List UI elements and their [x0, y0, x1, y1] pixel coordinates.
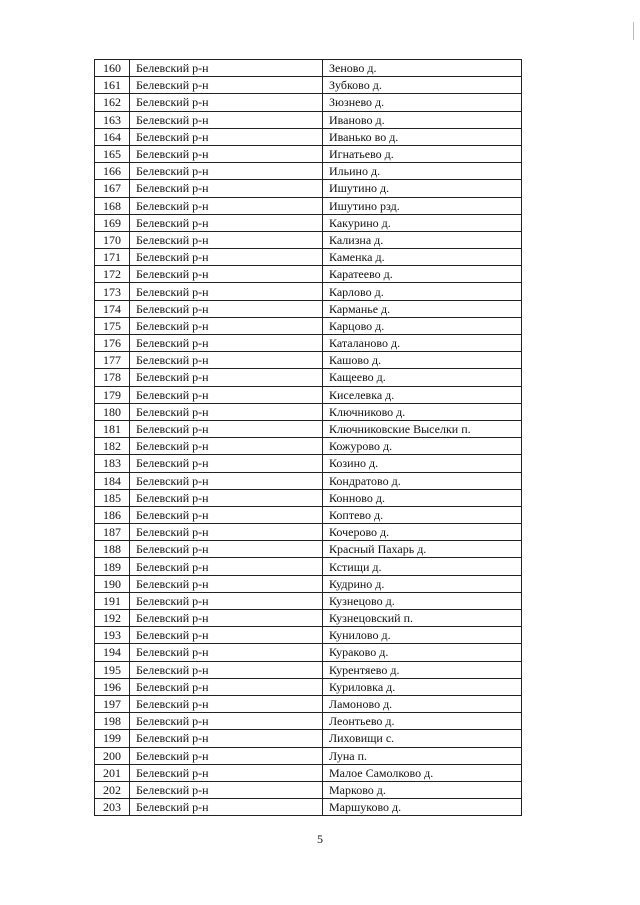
district-cell: Белевский р-н — [130, 197, 323, 214]
settlement-cell: Конново д. — [323, 489, 522, 506]
row-number-cell: 164 — [95, 128, 130, 145]
table-row — [95, 335, 522, 352]
row-number-cell: 160 — [95, 60, 130, 77]
row-number-cell: 198 — [95, 713, 130, 730]
settlement-cell: Кстищи д. — [323, 558, 522, 575]
table-row — [95, 214, 522, 231]
row-number-cell: 197 — [95, 695, 130, 712]
district-cell: Белевский р-н — [130, 575, 323, 592]
settlement-cell: Кожурово д. — [323, 438, 522, 455]
table-row — [95, 541, 522, 558]
row-number-cell: 169 — [95, 214, 130, 231]
district-cell: Белевский р-н — [130, 541, 323, 558]
table-row — [95, 610, 522, 627]
settlements-table-body — [95, 60, 522, 816]
district-cell: Белевский р-н — [130, 60, 323, 77]
row-number-cell: 190 — [95, 575, 130, 592]
district-cell: Белевский р-н — [130, 231, 323, 248]
table-row — [95, 145, 522, 162]
settlement-cell: Марково д. — [323, 781, 522, 798]
row-number-cell: 167 — [95, 180, 130, 197]
row-number-cell: 166 — [95, 163, 130, 180]
district-cell: Белевский р-н — [130, 592, 323, 609]
row-number-cell: 162 — [95, 94, 130, 111]
table-row — [95, 77, 522, 94]
table-row — [95, 747, 522, 764]
page-number: 5 — [317, 832, 323, 846]
district-cell: Белевский р-н — [130, 283, 323, 300]
district-cell: Белевский р-н — [130, 94, 323, 111]
district-cell: Белевский р-н — [130, 386, 323, 403]
table-row — [95, 799, 522, 816]
district-cell: Белевский р-н — [130, 163, 323, 180]
district-cell: Белевский р-н — [130, 266, 323, 283]
settlement-cell: Карманье д. — [323, 300, 522, 317]
table-row — [95, 627, 522, 644]
settlement-cell: Карлово д. — [323, 283, 522, 300]
district-cell: Белевский р-н — [130, 403, 323, 420]
table-row — [95, 352, 522, 369]
settlement-cell: Зеново д. — [323, 60, 522, 77]
row-number-cell: 194 — [95, 644, 130, 661]
row-number-cell: 165 — [95, 145, 130, 162]
row-number-cell: 191 — [95, 592, 130, 609]
district-cell: Белевский р-н — [130, 799, 323, 816]
row-number-cell: 179 — [95, 386, 130, 403]
district-cell: Белевский р-н — [130, 489, 323, 506]
row-number-cell: 173 — [95, 283, 130, 300]
settlement-cell: Ишутино д. — [323, 180, 522, 197]
table-row — [95, 231, 522, 248]
table-row — [95, 249, 522, 266]
row-number-cell: 175 — [95, 317, 130, 334]
district-cell: Белевский р-н — [130, 352, 323, 369]
table-row — [95, 438, 522, 455]
table-row — [95, 180, 522, 197]
table-row — [95, 128, 522, 145]
district-cell: Белевский р-н — [130, 214, 323, 231]
scan-edge-mark — [633, 22, 634, 40]
table-row — [95, 695, 522, 712]
district-cell: Белевский р-н — [130, 300, 323, 317]
district-cell: Белевский р-н — [130, 420, 323, 437]
district-cell: Белевский р-н — [130, 730, 323, 747]
district-cell: Белевский р-н — [130, 249, 323, 266]
settlement-cell: Кащеево д. — [323, 369, 522, 386]
settlement-cell: Леонтьево д. — [323, 713, 522, 730]
row-number-cell: 170 — [95, 231, 130, 248]
table-row — [95, 111, 522, 128]
settlement-cell: Малое Самолково д. — [323, 764, 522, 781]
settlements-table-container — [94, 59, 522, 816]
row-number-cell: 188 — [95, 541, 130, 558]
row-number-cell: 202 — [95, 781, 130, 798]
row-number-cell: 185 — [95, 489, 130, 506]
settlement-cell: Киселевка д. — [323, 386, 522, 403]
table-row — [95, 94, 522, 111]
settlement-cell: Иваново д. — [323, 111, 522, 128]
table-row — [95, 300, 522, 317]
settlement-cell: Зубково д. — [323, 77, 522, 94]
district-cell: Белевский р-н — [130, 610, 323, 627]
district-cell: Белевский р-н — [130, 506, 323, 523]
district-cell: Белевский р-н — [130, 644, 323, 661]
table-row — [95, 472, 522, 489]
table-row — [95, 369, 522, 386]
settlement-cell: Кузнецовский п. — [323, 610, 522, 627]
settlement-cell: Козино д. — [323, 455, 522, 472]
district-cell: Белевский р-н — [130, 678, 323, 695]
settlement-cell: Зюзнево д. — [323, 94, 522, 111]
settlement-cell: Кализна д. — [323, 231, 522, 248]
table-row — [95, 764, 522, 781]
row-number-cell: 171 — [95, 249, 130, 266]
table-row — [95, 197, 522, 214]
row-number-cell: 200 — [95, 747, 130, 764]
district-cell: Белевский р-н — [130, 713, 323, 730]
row-number-cell: 172 — [95, 266, 130, 283]
settlement-cell: Какурино д. — [323, 214, 522, 231]
settlement-cell: Куриловка д. — [323, 678, 522, 695]
row-number-cell: 178 — [95, 369, 130, 386]
district-cell: Белевский р-н — [130, 781, 323, 798]
settlement-cell: Каратеево д. — [323, 266, 522, 283]
row-number-cell: 174 — [95, 300, 130, 317]
row-number-cell: 177 — [95, 352, 130, 369]
district-cell: Белевский р-н — [130, 145, 323, 162]
table-row — [95, 489, 522, 506]
settlement-cell: Луна п. — [323, 747, 522, 764]
settlement-cell: Кондратово д. — [323, 472, 522, 489]
settlement-cell: Иванько во д. — [323, 128, 522, 145]
settlement-cell: Лиховищи с. — [323, 730, 522, 747]
table-row — [95, 592, 522, 609]
settlement-cell: Каменка д. — [323, 249, 522, 266]
table-row — [95, 420, 522, 437]
table-row — [95, 455, 522, 472]
settlement-cell: Красный Пахарь д. — [323, 541, 522, 558]
table-row — [95, 60, 522, 77]
table-row — [95, 403, 522, 420]
district-cell: Белевский р-н — [130, 524, 323, 541]
district-cell: Белевский р-н — [130, 747, 323, 764]
row-number-cell: 181 — [95, 420, 130, 437]
table-row — [95, 713, 522, 730]
row-number-cell: 184 — [95, 472, 130, 489]
row-number-cell: 182 — [95, 438, 130, 455]
row-number-cell: 193 — [95, 627, 130, 644]
settlements-table — [94, 59, 522, 816]
settlement-cell: Ламоново д. — [323, 695, 522, 712]
district-cell: Белевский р-н — [130, 128, 323, 145]
district-cell: Белевский р-н — [130, 77, 323, 94]
settlement-cell: Ильино д. — [323, 163, 522, 180]
district-cell: Белевский р-н — [130, 335, 323, 352]
settlement-cell: Ключниково д. — [323, 403, 522, 420]
table-row — [95, 524, 522, 541]
settlement-cell: Кашово д. — [323, 352, 522, 369]
settlement-cell: Коптево д. — [323, 506, 522, 523]
row-number-cell: 192 — [95, 610, 130, 627]
district-cell: Белевский р-н — [130, 180, 323, 197]
table-row — [95, 558, 522, 575]
table-row — [95, 678, 522, 695]
table-row — [95, 730, 522, 747]
row-number-cell: 168 — [95, 197, 130, 214]
settlement-cell: Кураково д. — [323, 644, 522, 661]
district-cell: Белевский р-н — [130, 111, 323, 128]
settlement-cell: Кузнецово д. — [323, 592, 522, 609]
row-number-cell: 196 — [95, 678, 130, 695]
row-number-cell: 186 — [95, 506, 130, 523]
district-cell: Белевский р-н — [130, 695, 323, 712]
table-row — [95, 317, 522, 334]
table-row — [95, 575, 522, 592]
settlement-cell: Ключниковские Выселки п. — [323, 420, 522, 437]
row-number-cell: 201 — [95, 764, 130, 781]
row-number-cell: 203 — [95, 799, 130, 816]
table-row — [95, 386, 522, 403]
row-number-cell: 161 — [95, 77, 130, 94]
settlement-cell: Кунилово д. — [323, 627, 522, 644]
row-number-cell: 189 — [95, 558, 130, 575]
row-number-cell: 187 — [95, 524, 130, 541]
table-row — [95, 283, 522, 300]
row-number-cell: 180 — [95, 403, 130, 420]
table-row — [95, 781, 522, 798]
settlement-cell: Кочерово д. — [323, 524, 522, 541]
table-row — [95, 661, 522, 678]
settlement-cell: Карцово д. — [323, 317, 522, 334]
row-number-cell: 183 — [95, 455, 130, 472]
settlement-cell: Ишутино рзд. — [323, 197, 522, 214]
settlement-cell: Маршуково д. — [323, 799, 522, 816]
row-number-cell: 195 — [95, 661, 130, 678]
district-cell: Белевский р-н — [130, 472, 323, 489]
district-cell: Белевский р-н — [130, 438, 323, 455]
settlement-cell: Игнатьево д. — [323, 145, 522, 162]
table-row — [95, 644, 522, 661]
row-number-cell: 176 — [95, 335, 130, 352]
district-cell: Белевский р-н — [130, 558, 323, 575]
district-cell: Белевский р-н — [130, 369, 323, 386]
table-row — [95, 266, 522, 283]
district-cell: Белевский р-н — [130, 317, 323, 334]
settlement-cell: Кудрино д. — [323, 575, 522, 592]
district-cell: Белевский р-н — [130, 455, 323, 472]
table-row — [95, 163, 522, 180]
table-row — [95, 506, 522, 523]
district-cell: Белевский р-н — [130, 661, 323, 678]
row-number-cell: 199 — [95, 730, 130, 747]
settlement-cell: Каталаново д. — [323, 335, 522, 352]
row-number-cell: 163 — [95, 111, 130, 128]
district-cell: Белевский р-н — [130, 627, 323, 644]
district-cell: Белевский р-н — [130, 764, 323, 781]
settlement-cell: Курентяево д. — [323, 661, 522, 678]
